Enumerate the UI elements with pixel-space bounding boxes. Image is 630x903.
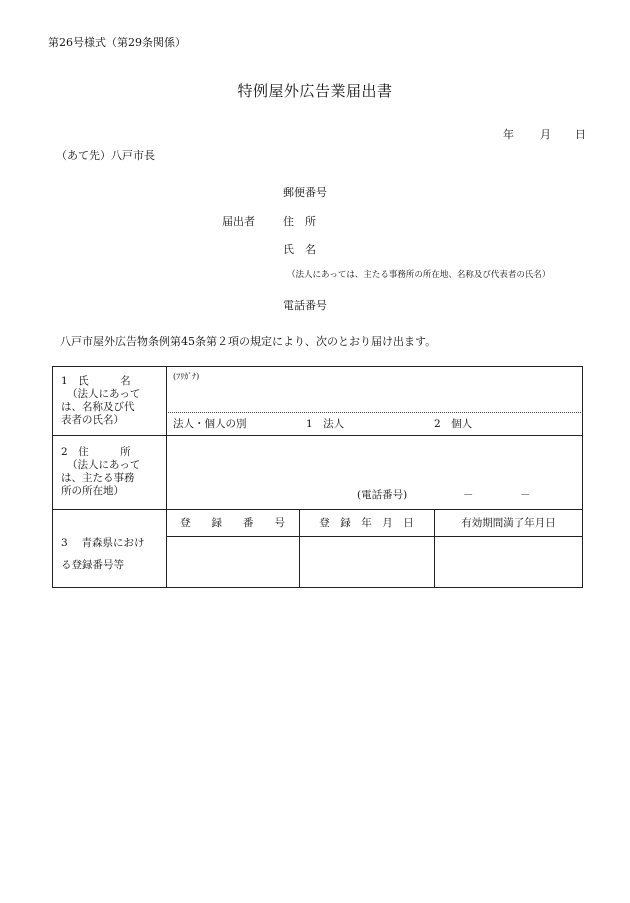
body-text: 八戸市屋外広告物条例第45条第２項の規定により、次のとおり届け出ます。 [60,335,437,348]
name-label: 氏 名 [283,243,316,256]
registration-table [52,366,583,588]
row2-bottom-line [53,509,583,510]
row2-phone-label: (電話番号) [357,489,408,501]
row2-label: 2 住 所 （法人にあって は、主たる事務 所の所在地） [61,446,141,497]
entity-type-option-corporation: 1 法人 [306,418,345,430]
addressee: （あて先）八戸市長 [56,149,155,162]
applicant-label: 届出者 [222,215,255,228]
furigana-label: (ﾌﾘｶﾞﾅ) [173,372,200,381]
address-label: 住 所 [283,215,316,228]
entity-type-label: 法人・個人の別 [173,418,247,430]
row1-dotted-divider [166,412,583,413]
row3-label: 3 青森県におけ る登録番号等 [61,537,145,571]
date-year-label: 年 [503,128,514,141]
row1-bottom-line [53,435,583,436]
row2-phone-dash-1: － [463,489,474,501]
row2-phone-dash-2: － [520,489,531,501]
corporation-note: （法人にあっては、主たる事務所の所在地、名称及び代表者の氏名） [287,270,551,280]
entity-type-option-individual: 2 個人 [434,418,473,430]
date-month-label: 月 [540,128,551,141]
page-title: 特例屋外広告業届出書 [237,82,393,100]
phone-label: 電話番号 [283,299,327,312]
form-number: 第26号様式（第29条関係） [48,36,186,49]
postal-code-label: 郵便番号 [283,186,327,199]
date-day-label: 日 [575,128,586,141]
registration-number-header: 登 録 番 号 [180,517,285,529]
registration-date-header: 登 録 年 月 日 [319,517,414,529]
expiry-date-header: 有効期間満了年月日 [461,517,556,529]
row3-header-line [166,536,583,537]
row1-label: 1 氏 名 （法人にあって は、名称及び代 表者の氏名） [61,375,141,426]
label-column-line [166,367,167,588]
